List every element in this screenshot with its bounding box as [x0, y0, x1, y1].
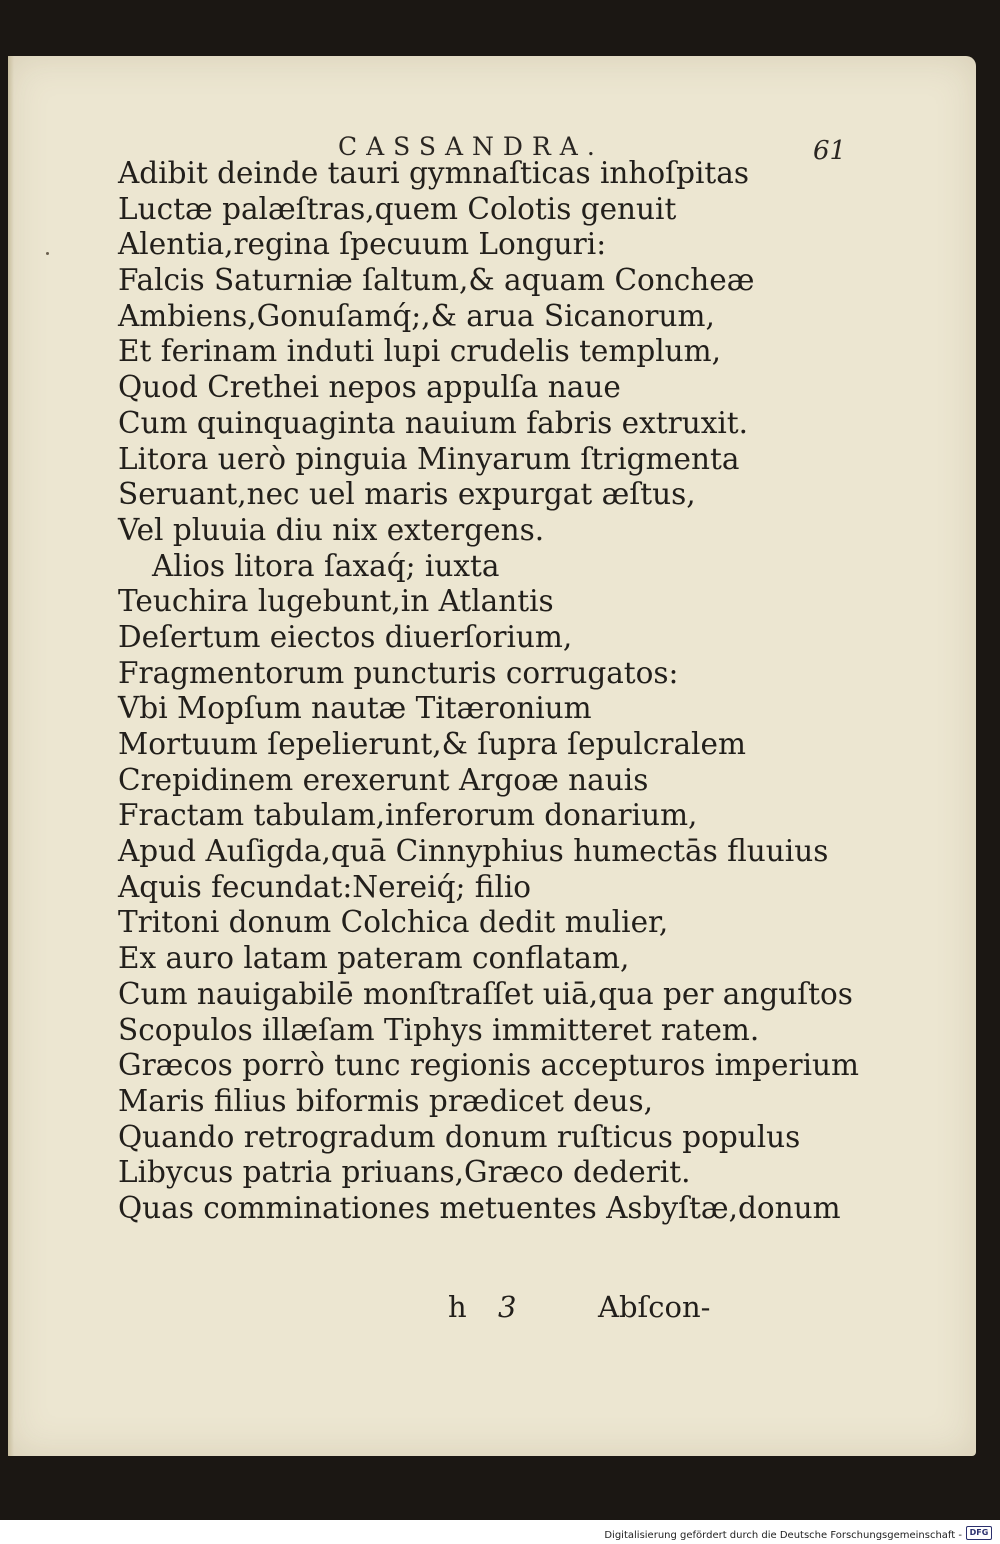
text-line: Vbi Mopſum nautæ Titæronium: [118, 691, 592, 726]
text-line: Cum quinquaginta nauium fabris extruxit.: [118, 405, 749, 440]
dfg-logo-icon: DFG: [966, 1526, 992, 1540]
text-line: Vel pluuia diu nix extergens.: [118, 512, 545, 547]
text-line: Apud Auſigda,quā Cinnyphius humectās fluuius: [118, 834, 829, 869]
text-line: Crepidinem erexerunt Argoæ nauis: [118, 762, 649, 797]
text-line: Fragmentorum puncturis corrugatos:: [118, 655, 679, 690]
credit-bar: [0, 1520, 1000, 1544]
funding-credit: Digitalisierung gefördert durch die Deutsche Forschungsgemeinschaft -: [604, 1530, 962, 1541]
text-line: Alentia,regina ſpecuum Longuri:: [118, 227, 607, 262]
text-line: Deſertum eiectos diuerſorium,: [118, 619, 573, 654]
text-line: Cum nauigabilē monſtraſſet uiā,qua per anguſtos: [118, 976, 853, 1011]
text-line: Quas comminationes metuentes Asbyſtæ,donum: [118, 1190, 841, 1225]
folio-number: 61: [813, 136, 847, 166]
text-line: Quando retrogradum donum ruſticus populus: [118, 1119, 801, 1154]
text-line: Adibit deinde tauri gymnaſticas inhoſpitas: [118, 156, 749, 190]
text-line: Mortuum ſepelierunt,& ſupra ſepulcralem: [118, 727, 746, 761]
text-line: Litora uerò pinguia Minyarum ſtrigmenta: [118, 441, 740, 476]
text-line: Scopulos illæſam Tiphys immitteret ratem.: [118, 1012, 760, 1047]
verse-text-block: [118, 156, 858, 1227]
page-gutter-shadow: [8, 56, 14, 1456]
running-head: CASSANDRA.: [338, 132, 604, 161]
text-line: Græcos porrò tunc regionis accepturos imperium: [118, 1048, 859, 1083]
book-page: [8, 56, 976, 1456]
signature-number: 3: [498, 1290, 517, 1324]
text-line: Fractam tabulam,inferorum donarium,: [118, 798, 698, 833]
text-line: Seruant,nec uel maris expurgat æſtus,: [118, 477, 696, 512]
text-line: Aquis fecundat:Nereiq́; filio: [118, 869, 532, 904]
text-line-indented: Alios litora ſaxaq́; iuxta: [152, 548, 500, 583]
text-line: Teuchira lugebunt,in Atlantis: [118, 584, 554, 619]
text-line: Et ferinam induti lupi crudelis templum,: [118, 334, 722, 369]
text-line: Maris filius biformis prædicet deus,: [118, 1083, 654, 1118]
text-line: Ex auro latam pateram conflatam,: [118, 941, 630, 976]
text-line: Quod Crethei nepos appulſa naue: [118, 370, 621, 405]
catchword: Abſcon-: [598, 1290, 711, 1324]
text-line: Tritoni donum Colchica dedit mulier,: [118, 905, 669, 940]
text-line: Ambiens,Gonuſamq́;,& arua Sicanorum,: [118, 298, 715, 333]
text-line: Falcis Saturniæ ſaltum,& aquam Concheæ: [118, 263, 755, 298]
signature-mark: h: [448, 1290, 467, 1324]
text-line: Luctæ palæſtras,quem Colotis genuit: [118, 191, 677, 226]
text-line: Libycus patria priuans,Græco dederit.: [118, 1155, 691, 1190]
ink-speck: [46, 252, 49, 255]
